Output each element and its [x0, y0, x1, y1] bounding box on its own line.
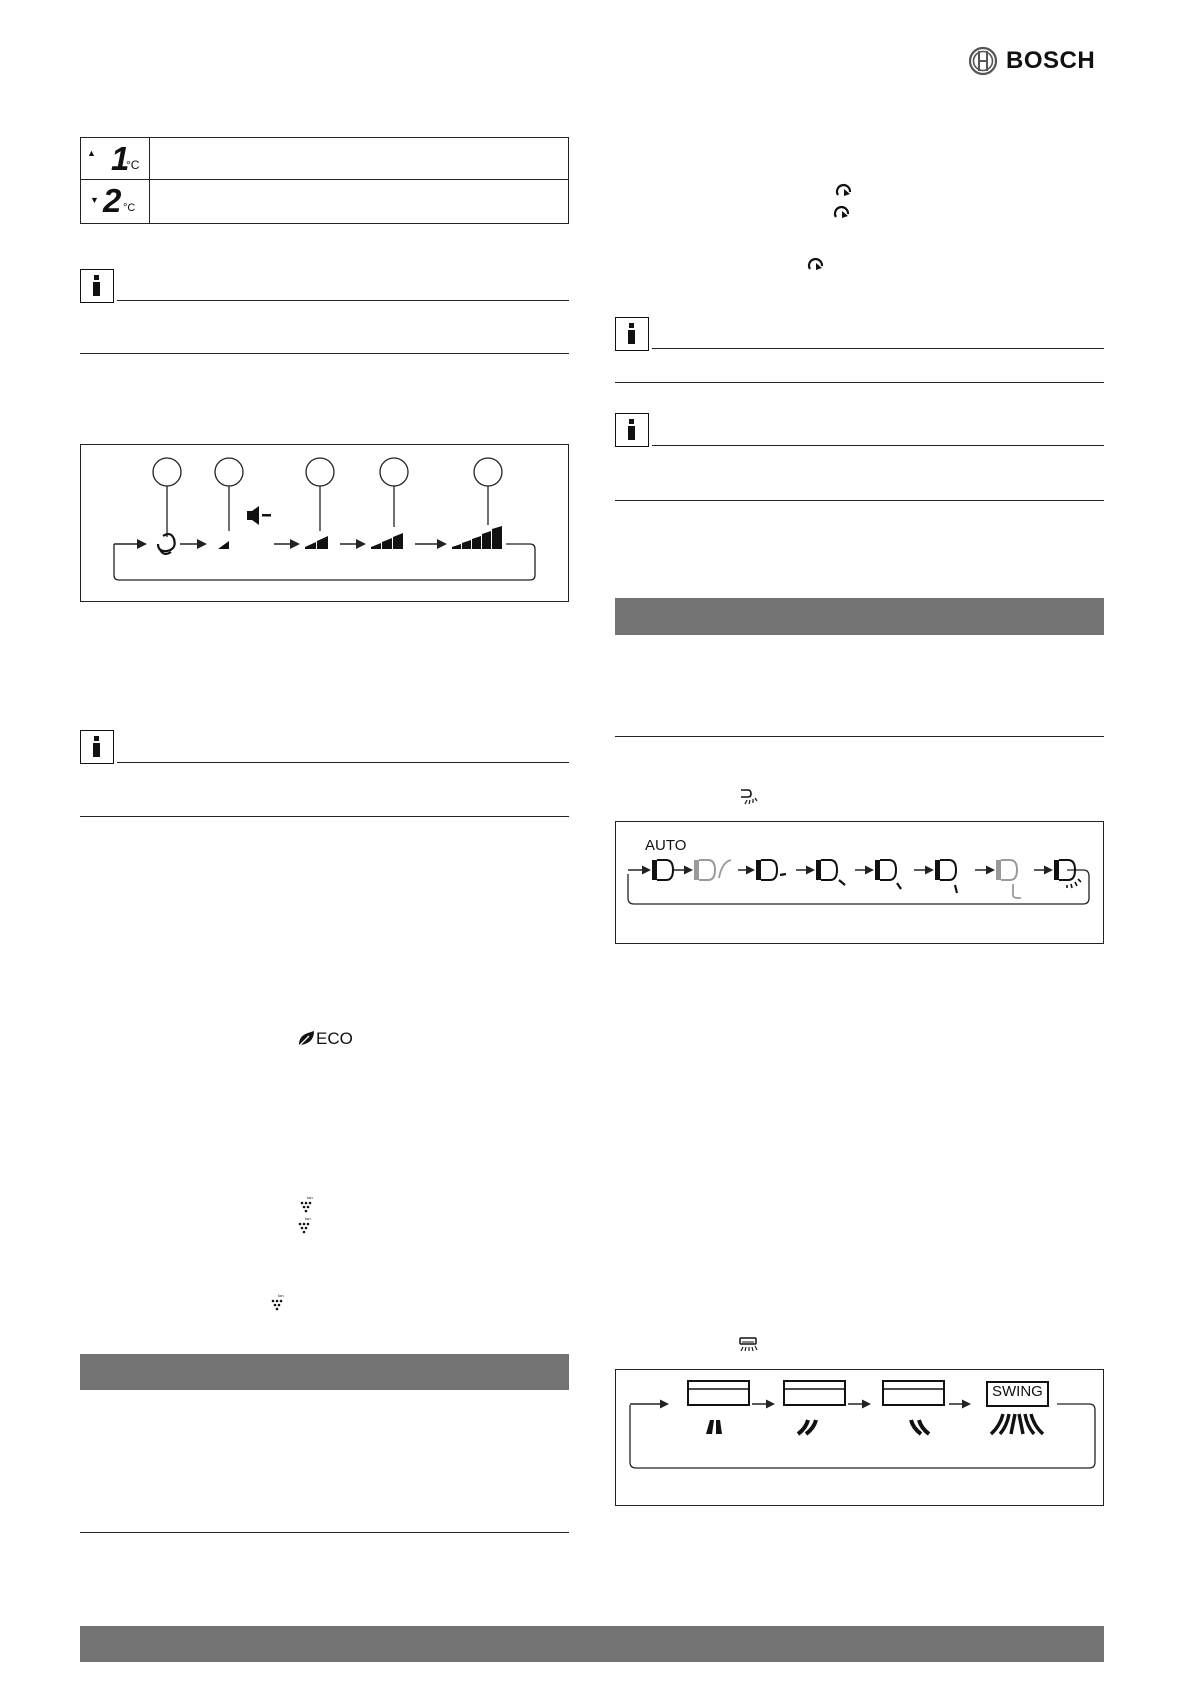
- flap-pos-3-icon: [875, 860, 901, 889]
- louver-left-icon: [784, 1381, 845, 1434]
- ionizer-icon: [297, 1217, 313, 1235]
- callout: [215, 458, 243, 531]
- timer-icon: [806, 257, 826, 273]
- ionizer-icon: [299, 1196, 315, 1214]
- speed-2-icon: [305, 536, 328, 549]
- unit-label: °C: [123, 202, 136, 214]
- auto-fan-icon: [158, 534, 175, 554]
- louver-right-icon: [883, 1381, 944, 1434]
- flap-spread-icon: [1054, 860, 1081, 888]
- svg-text:Ion: Ion: [278, 1294, 284, 1298]
- flap-pos-1-icon: [756, 860, 786, 880]
- timer-icon: [834, 183, 854, 199]
- info-end-rule: [615, 382, 1104, 383]
- info-icon: [80, 269, 114, 303]
- flap-pos-2-icon: [816, 860, 845, 885]
- footer-bar: [80, 1626, 1104, 1662]
- info-icon: [615, 317, 649, 351]
- speed-1-icon: [218, 541, 229, 549]
- auto-label: AUTO: [645, 837, 687, 854]
- section-end-rule: [615, 736, 1104, 737]
- lcd-digit: 2: [103, 182, 122, 219]
- brand-name: BOSCH: [1006, 47, 1096, 74]
- up-arrow-icon: ▲: [87, 148, 96, 158]
- timer-icon: [832, 205, 852, 221]
- info-icon: [80, 730, 114, 764]
- down-arrow-icon: ▼: [90, 195, 99, 205]
- info-end-rule: [80, 353, 569, 354]
- arrow: [628, 866, 1053, 875]
- info-divider: [652, 445, 1104, 446]
- info-divider: [117, 762, 569, 763]
- table-row: [81, 180, 568, 223]
- eco-indicator: [296, 1028, 376, 1050]
- brand-logo: [968, 45, 1098, 77]
- vertical-flap-svg: [616, 822, 1103, 943]
- table-row: [81, 138, 568, 179]
- leaf-icon: [296, 1030, 316, 1048]
- speed-3-icon: [371, 533, 403, 549]
- cycle-loop: [630, 1404, 1095, 1468]
- speed-4-icon: [452, 526, 502, 549]
- callout: [380, 458, 408, 527]
- horizontal-louver-diagram: [615, 1369, 1104, 1506]
- info-divider: [117, 300, 569, 301]
- flap-auto-icon: [652, 860, 673, 880]
- svg-text:Ion: Ion: [305, 1217, 311, 1221]
- flap-pos-4-icon: [935, 860, 957, 893]
- louver-direction-icon: [738, 1336, 760, 1354]
- info-end-rule: [80, 816, 569, 817]
- callout: [153, 458, 181, 537]
- section-heading-bar: [615, 598, 1104, 635]
- swing-label: SWING: [992, 1383, 1043, 1400]
- louver-center-icon: [688, 1381, 749, 1434]
- info-end-rule: [615, 500, 1104, 501]
- mute-icon: [247, 506, 271, 525]
- bosch-armature-logo-icon: [968, 46, 998, 76]
- fan-speed-diagram: [80, 444, 569, 602]
- flap-swing-icon: [694, 860, 731, 880]
- cycle-loop: [114, 544, 535, 580]
- fan-speed-svg: [81, 445, 568, 601]
- temperature-table: [80, 137, 569, 224]
- info-divider: [652, 348, 1104, 349]
- section-end-rule: [80, 1532, 569, 1533]
- vertical-flap-diagram: [615, 821, 1104, 944]
- flap-direction-icon: [739, 788, 761, 806]
- unit-label: °C: [126, 158, 140, 172]
- svg-text:Ion: Ion: [307, 1196, 313, 1200]
- flap-pos-5-icon: [996, 860, 1021, 898]
- ionizer-icon: [270, 1294, 286, 1312]
- info-icon: [615, 413, 649, 447]
- section-heading-bar: [80, 1354, 569, 1390]
- callout: [306, 458, 334, 531]
- lcd-digit: 1: [111, 140, 130, 177]
- eco-label: ECO: [316, 1029, 353, 1048]
- callout: [474, 458, 502, 525]
